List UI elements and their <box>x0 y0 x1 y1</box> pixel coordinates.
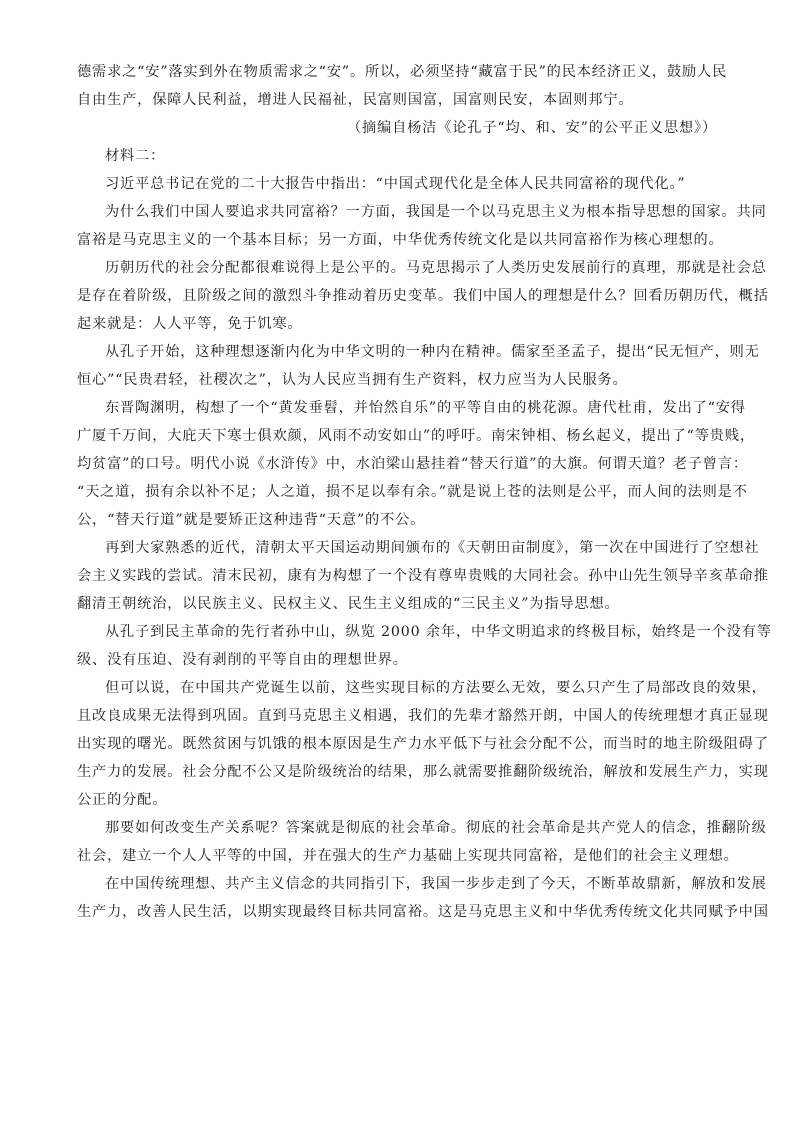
paragraph <box>77 338 760 394</box>
text-line: 富裕是马克思主义的一个基本目标；另一方面，中华优秀传统文化是以共同富裕作为核心理想的。 <box>77 232 724 248</box>
text-line: 会主义实践的尝试。清末民初，康有为构想了一个没有尊卑贵贱的大同社会。孙中山先生领导辛亥革命推 <box>77 568 769 584</box>
text-line: 社会，建立一个人人平等的中国，并在强大的生产力基础上实现共同富裕，是他们的社会主义理想。 <box>77 848 739 864</box>
text-line: 生产力，改善人民生活，以期实现最终目标共同富裕。这是马克思主义和中华优秀传统文化共同赋予中国 <box>77 904 769 920</box>
paragraph <box>77 674 769 814</box>
text-line: 再到大家熟悉的近代，清朝太平天国运动期间颁布的《天朝田亩制度》，第一次在中国进行了空想社 <box>105 540 760 556</box>
text-line: 公正的分配。 <box>77 792 168 808</box>
paragraph <box>77 254 769 338</box>
text-line: 习近平总书记在党的二十大报告中指出：“中国式现代化是全体人民共同富裕的现代化。” <box>105 176 686 192</box>
section-heading: 材料二： <box>105 148 166 164</box>
text-line: 从孔子到民主革命的先行者孙中山，纵览 2000 余年，中华文明追求的终极目标，始终是一个没有等 <box>105 624 772 640</box>
paragraph <box>77 534 769 618</box>
paragraph-continued <box>77 58 728 114</box>
text-line: 级、没有压迫、没有剥削的平等自由的理想世界。 <box>77 652 408 668</box>
text-line: 但可以说，在中国共产党诞生以前，这些实现目标的方法要么无效，要么只产生了局部改良的效果， <box>105 680 767 696</box>
text-line: 起来就是：人人平等，免于饥寒。 <box>77 316 303 332</box>
text-line: 且改良成果无法得到巩固。直到马克思主义相遇，我们的先辈才豁然开朗，中国人的传统理想才真正显现 <box>77 708 769 724</box>
text-line: 出实现的曙光。既然贫困与饥饿的根本原因是生产力水平低下与社会分配不公，而当时的地主阶级阻碍了 <box>77 736 769 752</box>
paragraph <box>77 870 769 926</box>
paragraph <box>77 394 755 534</box>
paragraph <box>77 198 767 254</box>
text-line: 自由生产，保障人民利益，增进人民福祉，民富则国富，国富则民安，本固则邦宁。 <box>77 92 634 108</box>
text-line: 历朝历代的社会分配都很难说得上是公平的。马克思揭示了人类历史发展前行的真理，那就是社会总 <box>105 260 767 276</box>
citation: （摘编自杨洁《论孔子“均、和、安”的公平正义思想》） <box>346 120 717 136</box>
text-line: 德需求之“安”落实到外在物质需求之“安”。所以，必须坚持“藏富于民”的民本经济正义，鼓励人民 <box>77 64 728 80</box>
text-line: 为什么我们中国人要追求共同富裕？一方面，我国是一个以马克思主义为根本指导思想的国家。共同 <box>105 204 767 220</box>
text-line: 生产力的发展。社会分配不公又是阶级统治的结果，那么就需要推翻阶级统治，解放和发展生产力，实现 <box>77 764 769 780</box>
text-line: 恒心”“民贵君轻，社稷次之”，认为人民应当拥有生产资料，权力应当为人民服务。 <box>77 372 628 388</box>
text-line: 那要如何改变生产关系呢？答案就是彻底的社会革命。彻底的社会革命是共产党人的信念，推翻阶级 <box>105 820 767 836</box>
text-line: 翻清王朝统治，以民族主义、民权主义、民生主义组成的“三民主义”为指导思想。 <box>77 596 620 612</box>
paragraph <box>77 618 772 674</box>
text-line: 在中国传统理想、共产主义信念的共同指引下，我国一步步走到了今天，不断革故鼎新，解放和发展 <box>105 876 767 892</box>
text-line: 是存在着阶级，且阶级之间的激烈斗争推动着历史变革。我们中国人的理想是什么？回看历朝历代，概括 <box>77 288 769 304</box>
text-line: 东晋陶渊明，构想了一个“黄发垂髫，并怡然自乐”的平等自由的桃花源。唐代杜甫，发出了“安得 <box>105 400 746 416</box>
paragraph <box>77 170 717 198</box>
text-line: 从孔子开始，这种理想逐渐内化为中华文明的一种内在精神。儒家至圣孟子，提出“民无恒产，则无 <box>105 344 760 360</box>
text-line: “天之道，损有余以补不足；人之道，损不足以奉有余。”就是说上苍的法则是公平，而人间的法则是不 <box>77 484 748 500</box>
document-page <box>77 58 772 926</box>
paragraph <box>77 814 767 870</box>
text-line: 公，“替天行道”就是要矫正这种违背“天意”的不公。 <box>77 512 426 528</box>
text-line: 广厦千万间，大庇天下寒士俱欢颜，风雨不动安如山”的呼吁。南宋钟相、杨幺起义，提出了“等贵贱， <box>77 428 755 444</box>
text-line: 均贫富”的口号。明代小说《水浒传》中，水泊梁山悬挂着“替天行道”的大旗。何谓天道？老子曾言： <box>77 456 748 472</box>
